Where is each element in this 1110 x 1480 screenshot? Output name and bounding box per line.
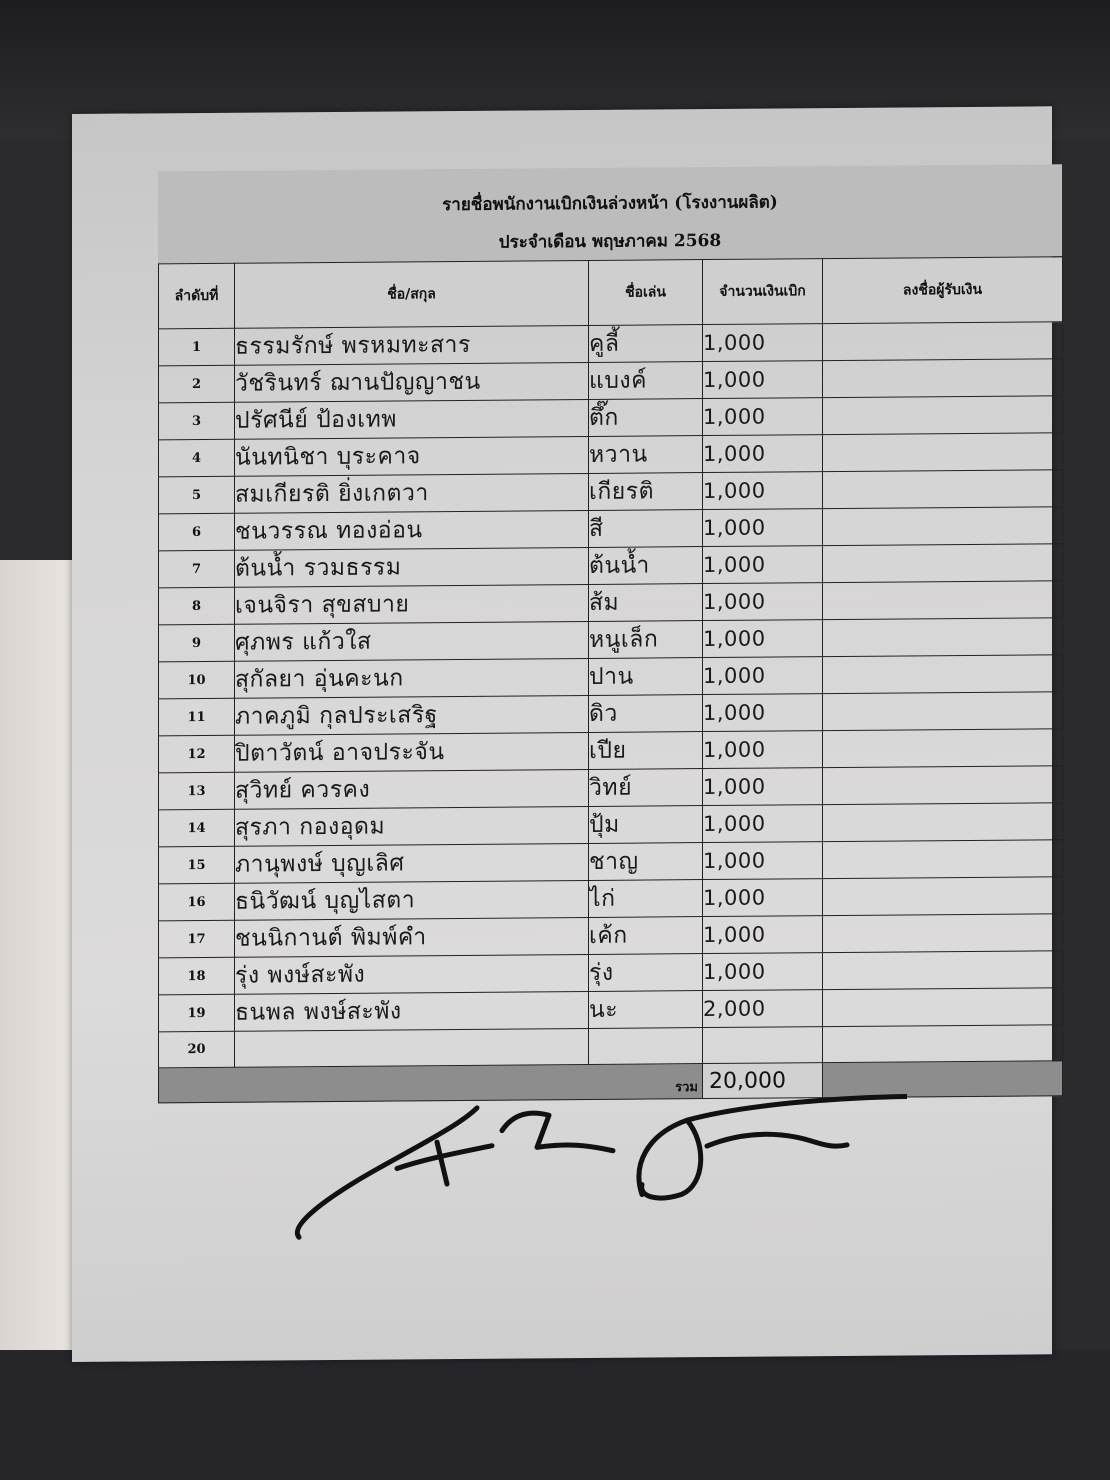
row-number: 4	[159, 439, 235, 477]
row-name: สุวิทย์ ควรคง	[235, 769, 589, 809]
row-signature	[823, 729, 1063, 768]
row-nickname: คูลี้	[589, 325, 703, 363]
row-name: ปรัศนีย์ ป้องเทพ	[235, 399, 589, 439]
row-number: 16	[159, 883, 235, 921]
row-name: สมเกียรติ ยิ่งเกตวา	[235, 473, 589, 513]
row-name: ศุภพร แก้วใส	[235, 621, 589, 661]
handwritten-signature	[287, 1082, 907, 1247]
total-value: 20,000	[709, 1067, 786, 1094]
row-nickname: เกียรติ	[589, 473, 703, 511]
row-signature	[823, 433, 1063, 472]
document-header	[158, 164, 1062, 263]
row-number: 1	[159, 328, 235, 366]
row-number: 8	[159, 587, 235, 625]
row-amount: 1,000	[703, 731, 823, 769]
row-number: 10	[159, 661, 235, 699]
row-amount: 1,000	[703, 324, 823, 362]
row-signature	[823, 581, 1063, 620]
row-signature	[823, 655, 1063, 694]
row-number: 12	[159, 735, 235, 773]
table-header-row	[159, 257, 1063, 329]
column-header-nickname: ชื่อเล่น	[589, 260, 703, 326]
row-name: ธนพล พงษ์สะพัง	[235, 991, 589, 1031]
column-header-signature: ลงชื่อผู้รับเงิน	[823, 257, 1063, 324]
row-nickname	[589, 1028, 703, 1065]
row-name: ต้นน้ำ รวมธรรม	[235, 547, 589, 587]
row-name: ภาคภูมิ กุลประเสริฐ	[235, 695, 589, 735]
row-amount: 1,000	[703, 953, 823, 991]
row-nickname: ดิว	[589, 695, 703, 733]
row-signature	[823, 914, 1063, 953]
row-nickname: ปาน	[589, 658, 703, 696]
row-name: ธรรมรักษ์ พรหมทะสาร	[235, 325, 589, 365]
document-subtitle: ประจำเดือน พฤษภาคม 2568	[498, 230, 722, 253]
row-amount: 2,000	[703, 990, 823, 1028]
row-number: 15	[159, 846, 235, 884]
row-amount: 1,000	[703, 361, 823, 399]
row-signature	[823, 951, 1063, 990]
row-amount: 1,000	[703, 435, 823, 473]
row-amount: 1,000	[703, 620, 823, 658]
row-signature	[823, 840, 1063, 879]
row-nickname: รุ่ง	[589, 954, 703, 992]
row-number: 19	[159, 994, 235, 1032]
row-signature	[823, 766, 1063, 805]
row-amount: 1,000	[703, 768, 823, 806]
row-nickname: วิทย์	[589, 769, 703, 807]
row-signature	[823, 396, 1063, 435]
row-signature	[823, 470, 1063, 509]
row-nickname: ต้นน้ำ	[589, 547, 703, 585]
row-name: วัชรินทร์ ฌานปัญญาชน	[235, 362, 589, 402]
row-amount	[703, 1027, 823, 1064]
row-nickname: ตึ๊ก	[589, 399, 703, 437]
row-signature	[823, 507, 1063, 546]
row-nickname: หนูเล็ก	[589, 621, 703, 659]
row-nickname: ส้ม	[589, 584, 703, 622]
row-signature	[823, 544, 1063, 583]
row-number: 5	[159, 476, 235, 514]
document-title: รายชื่อพนักงานเบิกเงินล่วงหน้า (โรงงานผลิต)	[442, 192, 778, 216]
row-amount: 1,000	[703, 583, 823, 621]
row-number: 14	[159, 809, 235, 847]
row-signature	[823, 1025, 1063, 1063]
row-number: 9	[159, 624, 235, 662]
row-nickname: แบงค์	[589, 362, 703, 400]
advance-payment-table	[158, 256, 1063, 1103]
row-name: นันทนิชา บุระคาจ	[235, 436, 589, 476]
row-name: รุ่ง พงษ์สะพัง	[235, 954, 589, 994]
row-number: 17	[159, 920, 235, 958]
document-paper	[72, 106, 1052, 1362]
row-number: 3	[159, 402, 235, 440]
row-signature	[823, 692, 1063, 731]
row-number: 2	[159, 365, 235, 403]
row-signature	[823, 359, 1063, 398]
row-nickname: เปีย	[589, 732, 703, 770]
row-amount: 1,000	[703, 879, 823, 917]
row-amount: 1,000	[703, 472, 823, 510]
row-amount: 1,000	[703, 657, 823, 695]
row-amount: 1,000	[703, 805, 823, 843]
dark-background-bottom	[0, 1350, 1110, 1480]
row-number: 18	[159, 957, 235, 995]
row-name: สุรภา กองอุดม	[235, 806, 589, 846]
row-name	[235, 1028, 589, 1067]
row-nickname: สี	[589, 510, 703, 548]
row-amount: 1,000	[703, 842, 823, 880]
row-nickname: นะ	[589, 991, 703, 1029]
row-name: เจนจิรา สุขสบาย	[235, 584, 589, 624]
row-nickname: ไก่	[589, 880, 703, 918]
row-signature	[823, 877, 1063, 916]
row-nickname: ชาญ	[589, 843, 703, 881]
row-nickname: หวาน	[589, 436, 703, 474]
row-amount: 1,000	[703, 694, 823, 732]
column-header-amount: จำนวนเงินเบิก	[703, 259, 823, 325]
row-name: ชนวรรณ ทองอ่อน	[235, 510, 589, 550]
row-amount: 1,000	[703, 916, 823, 954]
row-name: ภานุพงษ์ บุญเลิศ	[235, 843, 589, 883]
row-name: ปิตาวัตน์ อาจประจัน	[235, 732, 589, 772]
row-name: ชนนิกานต์ พิมพ์คำ	[235, 917, 589, 957]
row-signature	[823, 988, 1063, 1027]
row-number: 11	[159, 698, 235, 736]
row-signature	[823, 803, 1063, 842]
row-number: 7	[159, 550, 235, 588]
row-number: 6	[159, 513, 235, 551]
row-name: ธนิวัฒน์ บุญไสตา	[235, 880, 589, 920]
row-amount: 1,000	[703, 546, 823, 584]
row-nickname: ปุ้ม	[589, 806, 703, 844]
row-number: 13	[159, 772, 235, 810]
row-signature	[823, 618, 1063, 657]
row-amount: 1,000	[703, 509, 823, 547]
row-nickname: เค้ก	[589, 917, 703, 955]
row-amount: 1,000	[703, 398, 823, 436]
column-header-name: ชื่อ/สกุล	[235, 260, 589, 328]
row-signature	[823, 322, 1063, 361]
column-header-no: ลำดับที่	[159, 263, 235, 329]
row-name: สุกัลยา อุ่นคะนก	[235, 658, 589, 698]
total-label: รวม	[675, 1079, 698, 1095]
row-number: 20	[159, 1031, 235, 1068]
